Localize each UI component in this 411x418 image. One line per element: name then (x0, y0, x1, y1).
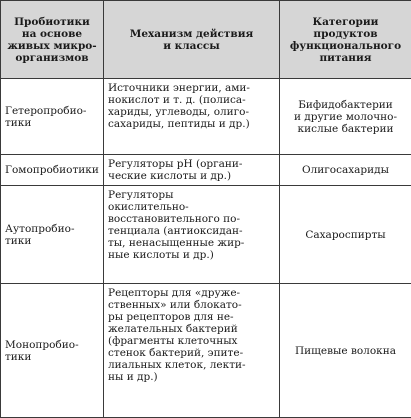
table-row (1, 185, 411, 284)
mechanism-cell: Регуляторы окислительно- восстановительного по- тенциала (антиоксидан- ты, ненасыщенные жир- ные кислоты и др.) (104, 185, 280, 284)
probiotic-type-cell: Гетеропробио- тики (1, 79, 104, 155)
table-row (1, 79, 411, 155)
mechanism-cell: Рецепторы для «друже- ственных» или блокато- ры рецепторов для не- желательных бактерий (фрагменты клеточных стенок бактерий, эпите- лиальных клеток, лекти- ны и др.) (104, 284, 280, 418)
category-cell: Олигосахариды (280, 155, 411, 186)
table-row (1, 155, 411, 186)
mechanism-cell: Регуляторы pH (органи- ческие кислоты и др.) (104, 155, 280, 186)
table-body (1, 79, 411, 418)
table-header (1, 1, 411, 79)
probiotic-type-cell: Монопробио- тики (1, 284, 104, 418)
header-product-category: Категории продуктов функционального питания (280, 1, 411, 79)
header-row (1, 1, 411, 79)
mechanism-cell: Источники энергии, ами- нокислот и т. д. (полиса- хариды, углеводы, олиго- сахариды, пептиды и др.) (104, 79, 280, 155)
probiotic-type-cell: Аутопробио- тики (1, 185, 104, 284)
probiotic-type-cell: Гомопробиотики (1, 155, 104, 186)
header-mechanism: Механизм действия и классы (104, 1, 280, 79)
category-cell: Пищевые волокна (280, 284, 411, 418)
category-cell: Сахароспирты (280, 185, 411, 284)
header-probiotics-type: Пробиотики на основе живых микро- организмов (1, 1, 104, 79)
table-row (1, 284, 411, 418)
category-cell: Бифидобактерии и другие молочно- кислые бактерии (280, 79, 411, 155)
